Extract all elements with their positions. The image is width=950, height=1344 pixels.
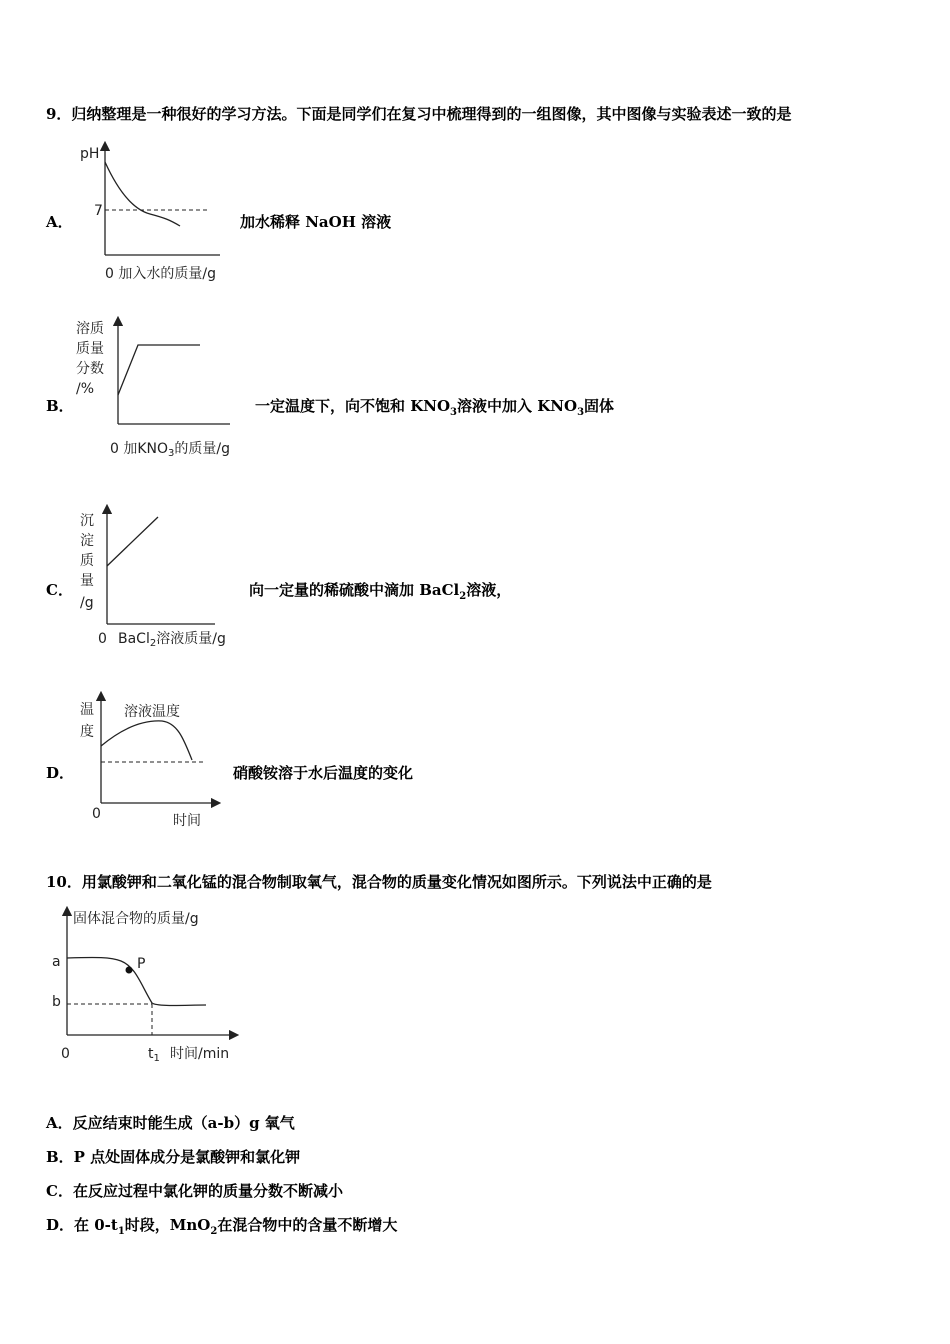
y-axis-label-4: 量 <box>80 573 94 589</box>
option-c-description: 向一定量的稀硫酸中滴加 BaCl$_2$溶液， <box>249 581 512 602</box>
t1-label: $t_1$ <box>148 1046 160 1064</box>
y-axis-label-2: 淀 <box>80 533 94 549</box>
option-b-description: 一定温度下，向不饱和 $KNO_3$溶液中加入 $KNO_3$固体 <box>255 397 615 418</box>
label-a: a <box>52 954 61 970</box>
graph-b <box>70 315 260 465</box>
y-axis-label-1: 溶质 <box>76 321 104 337</box>
y-axis-label-2: 度 <box>80 724 94 740</box>
answer-b: B．P 点处固体成分是氯酸钾和氯化钾 <box>46 1148 301 1166</box>
x-axis-label: 0 加入水的质量/g <box>105 266 216 282</box>
ph-7-mark: 7 <box>94 203 103 219</box>
graph-c <box>70 503 260 653</box>
y-axis-label-3: 质 <box>80 553 94 569</box>
graph-d <box>70 690 260 835</box>
answer-a: A．反应结束时能生成（a-b）g 氧气 <box>46 1114 295 1132</box>
y-axis-label: pH <box>80 146 100 162</box>
y-axis-label-1: 沉 <box>80 513 94 529</box>
answer-d: D．在 $0-t_1$时段，MnO$_2$在混合物中的含量不断增大 <box>46 1216 398 1237</box>
answer-c: C．在反应过程中氯化钾的质量分数不断减小 <box>46 1182 343 1200</box>
y-axis-label: 固体混合物的质量/g <box>73 911 199 927</box>
ph-curve <box>105 162 180 226</box>
option-c-letter: C． <box>46 581 73 599</box>
precipitate-line <box>107 517 158 566</box>
question-9-stem: 9．归纳整理是一种很好的学习方法。下面是同学们在复习中梳理得到的一组图像，其中图像与实验表述一致的是 <box>46 105 792 123</box>
point-p <box>126 967 133 974</box>
label-b: b <box>52 994 61 1010</box>
x-axis-label: BaCl$_2$溶液质量/g <box>118 631 226 649</box>
y-axis-label-4: /% <box>76 381 95 397</box>
graph-q10 <box>46 905 246 1067</box>
origin-label: 0 <box>61 1046 70 1062</box>
origin-label: 0 <box>98 631 107 647</box>
curve-label: 溶液温度 <box>124 704 180 720</box>
origin-label: 0 <box>92 806 101 822</box>
y-axis-label-2: 质量 <box>76 341 104 357</box>
x-axis-label: 时间 <box>173 813 201 829</box>
option-a-letter: A． <box>46 213 73 231</box>
y-axis-label-5: /g <box>80 595 94 611</box>
y-axis-label-1: 温 <box>80 702 94 718</box>
option-a-description: 加水稀释 NaOH 溶液 <box>240 213 392 231</box>
solute-fraction-curve <box>118 345 200 395</box>
question-10-stem: 10．用氯酸钾和二氧化锰的混合物制取氧气，混合物的质量变化情况如图所示。下列说法中正确的是 <box>46 873 712 891</box>
y-axis-label-3: 分数 <box>76 361 104 377</box>
option-b-letter: B． <box>46 397 74 415</box>
x-axis-label: 0 加$KNO_3$的质量/g <box>110 441 231 459</box>
x-axis-label: 时间/min <box>170 1046 230 1062</box>
graph-a <box>70 140 250 290</box>
label-p: P <box>137 956 146 972</box>
option-d-letter: D． <box>46 764 75 782</box>
temperature-curve <box>101 721 192 760</box>
option-d-description: 硝酸铵溶于水后温度的变化 <box>233 764 414 782</box>
